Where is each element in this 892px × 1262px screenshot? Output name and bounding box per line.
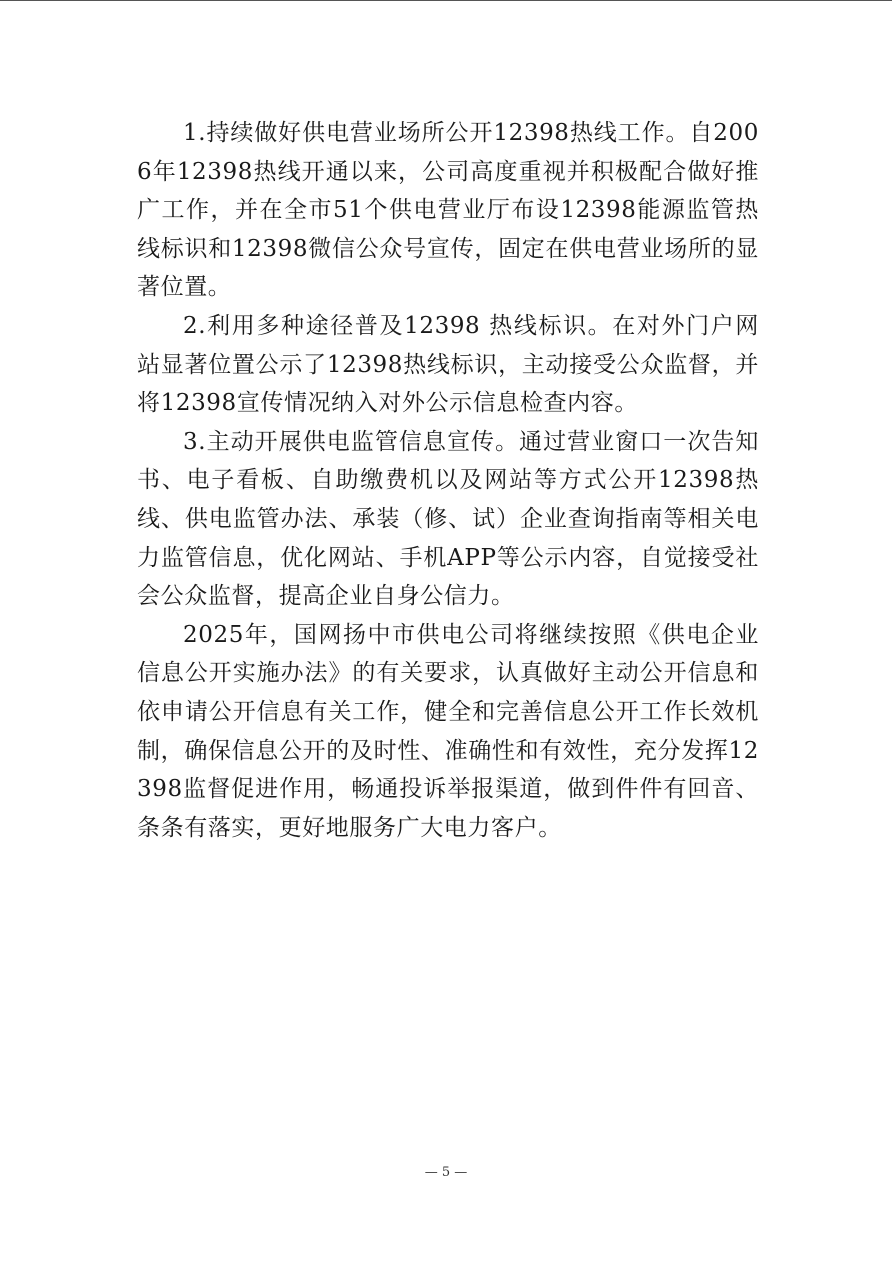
paragraph-supervision-publicity: 3.主动开展供电监管信息宣传。通过营业窗口一次告知书、电子看板、自助缴费机以及网站等方式公开12398热线、供电监管办法、承装（修、试）企业查询指南等相关电力监管信息，优化网站、手机APP等公示内容，自觉接受社会公众监督，提高企业自身公信力。 xyxy=(137,428,759,610)
paragraph-hotline-identification: 2.利用多种途径普及12398 热线标识。在对外门户网站显著位置公示了12398热线标识，主动接受公众监督，并将12398宣传情况纳入对外公示信息检查内容。 xyxy=(137,312,759,417)
page-number: — 5 — xyxy=(424,1165,468,1180)
paragraph-hotline-business-venues: 1.持续做好供电营业场所公开12398热线工作。自2006年12398热线开通以来，公司高度重视并积极配合做好推广工作，并在全市51个供电营业厅布设12398能源监管热线标识和12398微信公众号宣传，固定在供电营业场所的显著位置。 xyxy=(137,120,759,301)
top-border-line xyxy=(0,0,892,1)
document-body xyxy=(137,114,759,847)
paragraph-2025-plan: 2025年，国网扬中市供电公司将继续按照《供电企业信息公开实施办法》的有关要求，认真做好主动公开信息和依申请公开信息有关工作，健全和完善信息公开工作长效机制，确保信息公开的及时性、准确性和有效性，充分发挥12398监督促进作用，畅通投诉举报渠道，做到件件有回音、条条有落实，更好地服务广大电力客户。 xyxy=(137,621,759,841)
